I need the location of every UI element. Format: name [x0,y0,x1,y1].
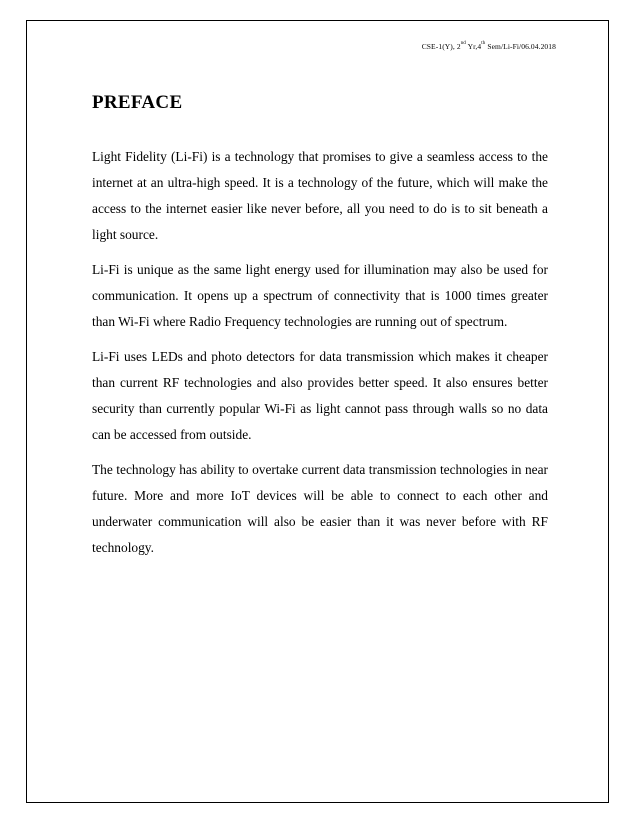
paragraph-2: Li-Fi is unique as the same light energy used for illumination may also be used for communication. It opens up a spectrum of connectivity that is 1000 times greater than Wi-Fi where Radio Frequency technologies are running out of spectrum. [92,262,548,329]
paragraph-3: Li-Fi uses LEDs and photo detectors for data transmission which makes it cheaper than current RF technologies and also provides better speed. It also ensures better security than currently popular Wi-Fi as light cannot pass through walls so no data can be accessed from outside. [92,349,548,442]
page-header [422,42,556,51]
header-prefix: CSE-1(Y), 2 [421,42,461,51]
header-year-superscript: nd [460,41,466,46]
preface-body [92,144,548,570]
header-suffix: Sem/Li-Fi/06.04.2018 [485,42,556,51]
page-title: PREFACE [92,92,183,113]
paragraph-1: Light Fidelity (Li-Fi) is a technology that promises to give a seamless access to the internet at an ultra-high speed. It is a technology of the future, which will make the access to the internet easier like never before, all you need to do is to sit beneath a light source. [92,149,548,242]
header-year-text: Yr,4 [465,42,482,51]
paragraph-4: The technology has ability to overtake current data transmission technologies in near future. More and more IoT devices will be able to connect to each other and underwater communication will also be easier than it was never before with RF technology. [92,462,548,555]
header-sem-superscript: th [481,41,486,46]
